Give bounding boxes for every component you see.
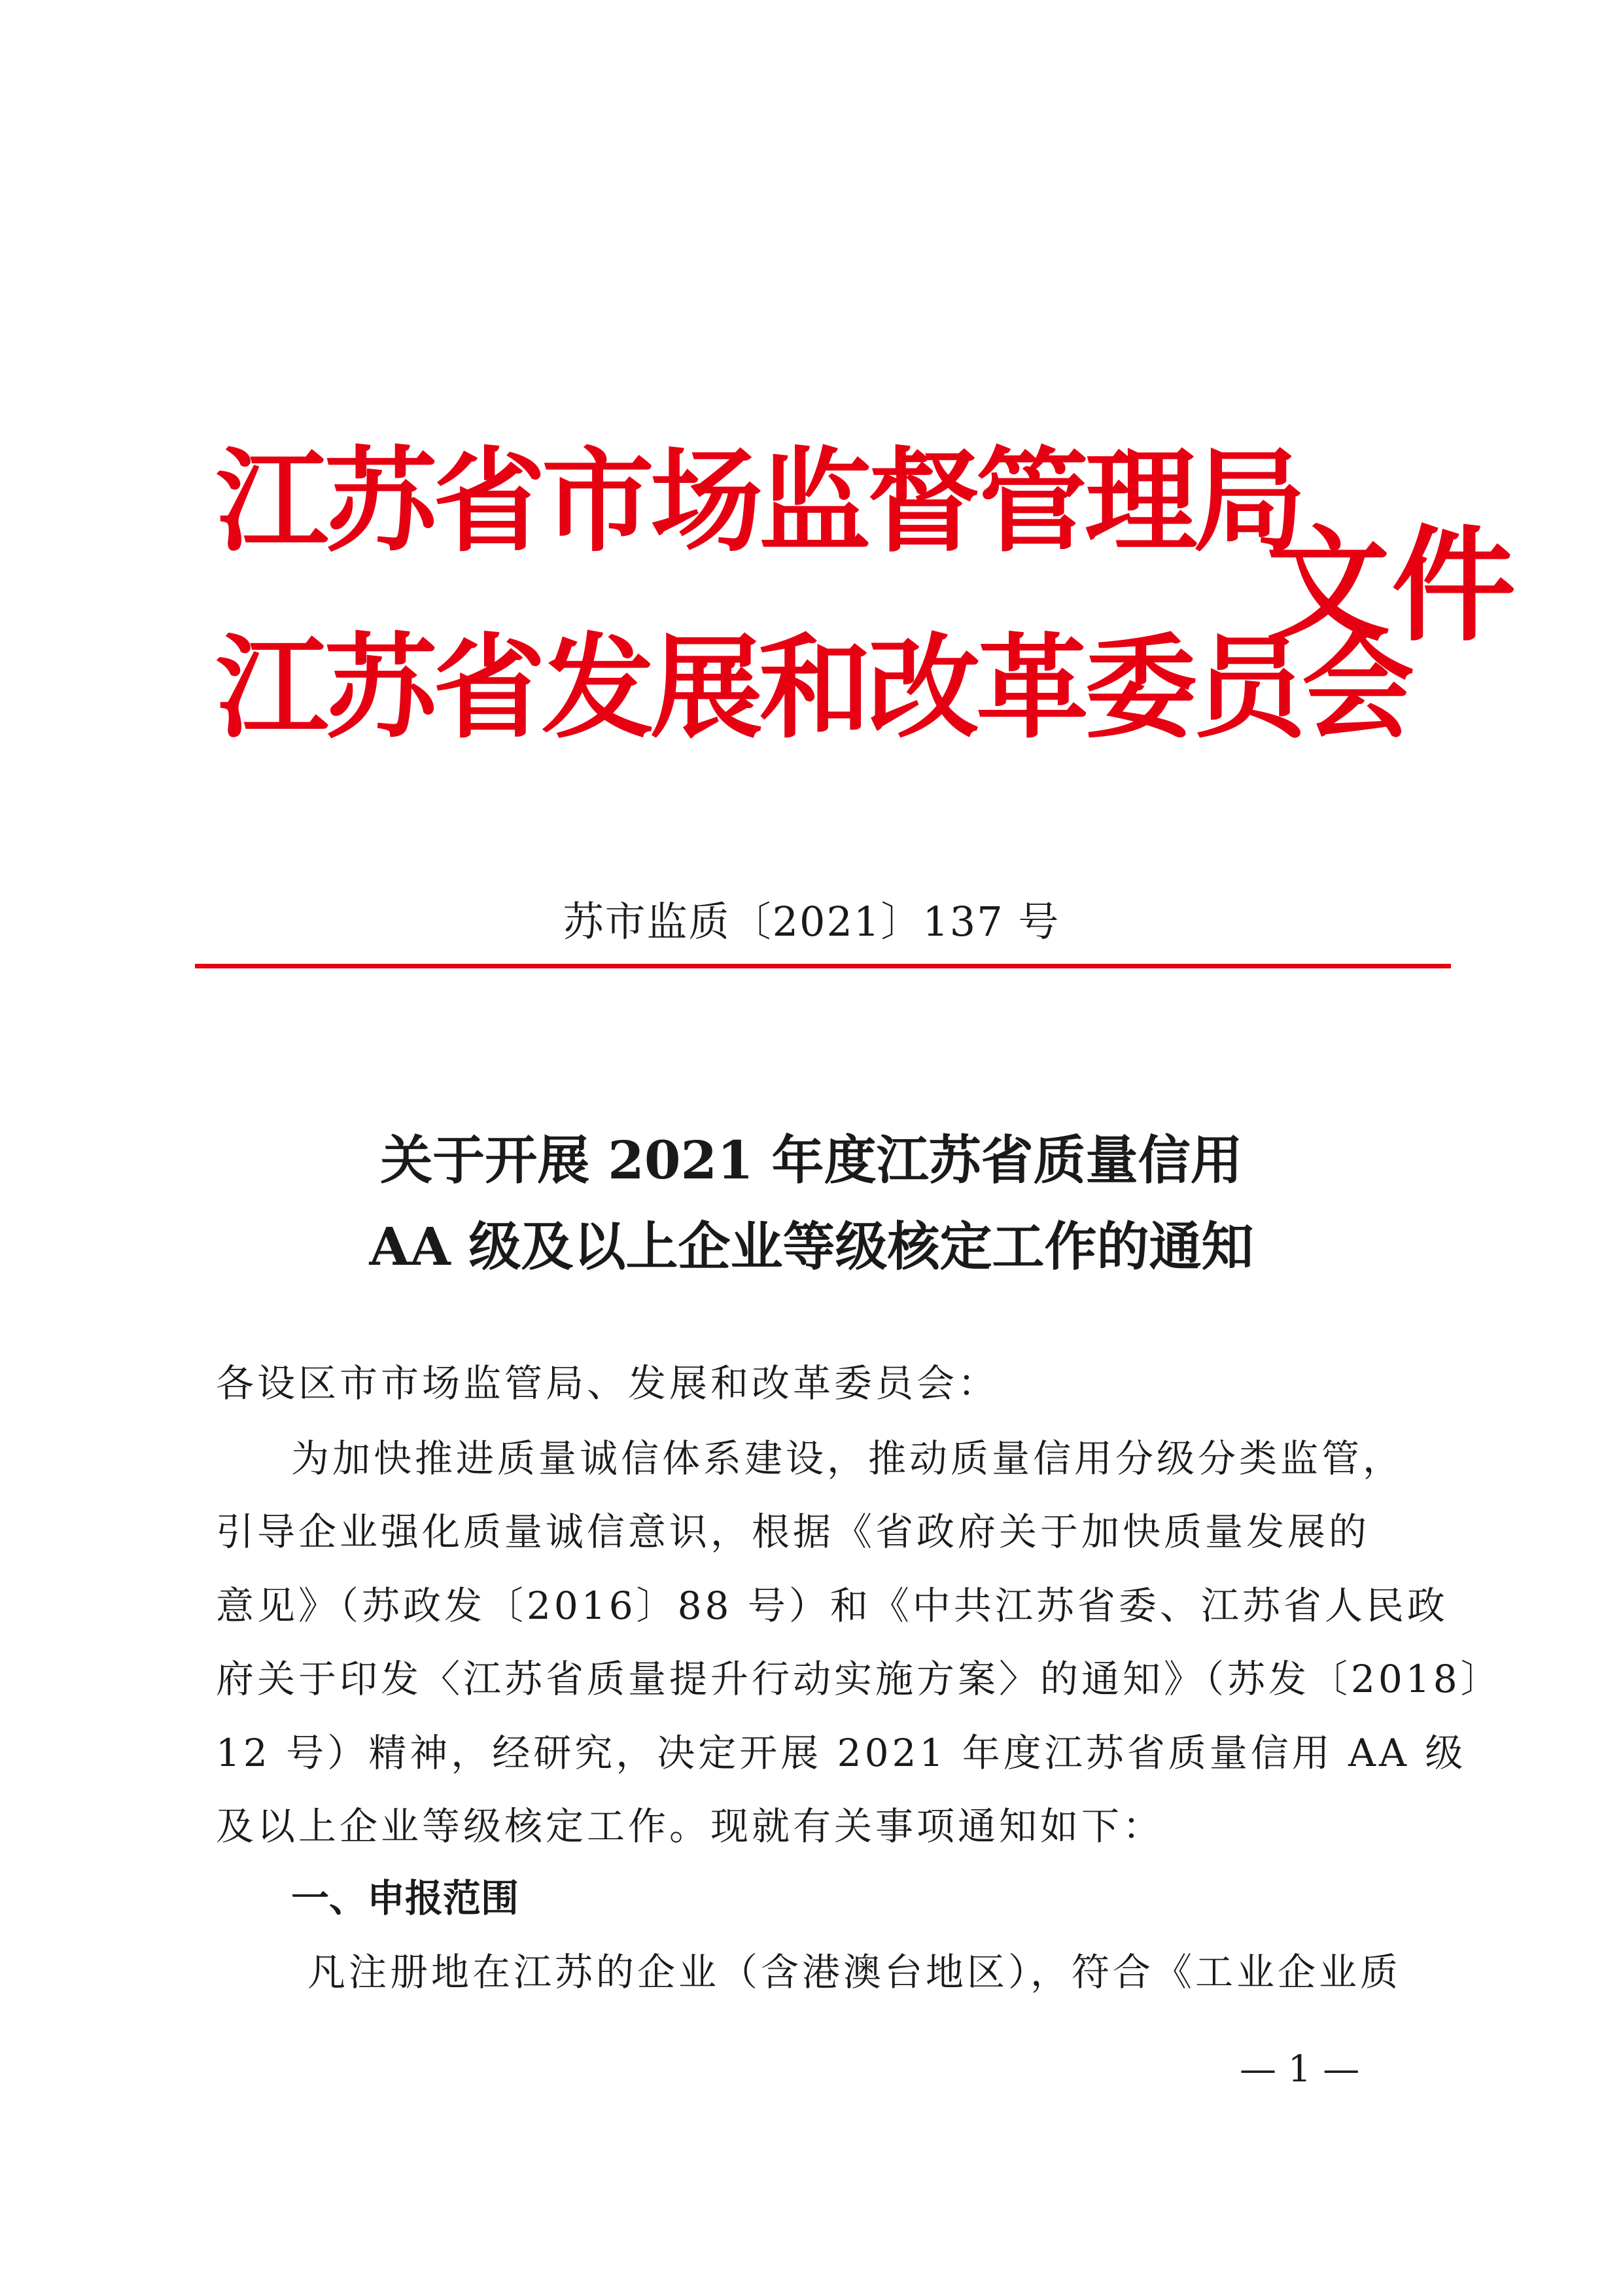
header-red-divider [195,964,1451,968]
paragraph-1-line-4: 府关于印发〈江苏省质量提升行动实施方案〉的通知》（苏发〔2018〕 [216,1657,1502,1701]
paragraph-1-line-3: 意见》（苏政发〔2016〕88 号）和《中共江苏省委、江苏省人民政 [216,1583,1448,1628]
document-title-line-2: AA 级及以上企业等级核定工作的通知 [369,1216,1254,1277]
issuer-name-development-reform: 江苏省发展和改革委员会 [216,621,1410,754]
paragraph-1-line-6: 及以上企业等级核定工作。现就有关事项通知如下： [216,1804,1164,1848]
issuer-name-market-regulation: 江苏省市场监督管理局 [216,434,1302,567]
paragraph-1-line-1: 为加快推进质量诚信体系建设，推动质量信用分级分类监管， [291,1436,1405,1481]
salutation: 各设区市市场监管局、发展和改革委员会： [216,1361,1000,1405]
section-1-paragraph-line-1: 凡注册地在江苏的企业（含港澳台地区），符合《工业企业质 [307,1950,1402,1994]
document-number: 苏市监质〔2021〕137 号 [563,898,1060,945]
paragraph-1-line-5: 12 号）精神，经研究，决定开展 2021 年度江苏省质量信用 AA 级 [216,1731,1467,1775]
document-title-line-1: 关于开展 2021 年度江苏省质量信用 [380,1129,1243,1191]
document-type-label: 文件 [1266,512,1518,658]
page-number: — 1 — [1240,2048,1360,2091]
paragraph-1-line-2: 引导企业强化质量诚信意识，根据《省政府关于加快质量发展的 [216,1510,1370,1554]
section-1-heading: 一、申报范围 [291,1876,519,1920]
